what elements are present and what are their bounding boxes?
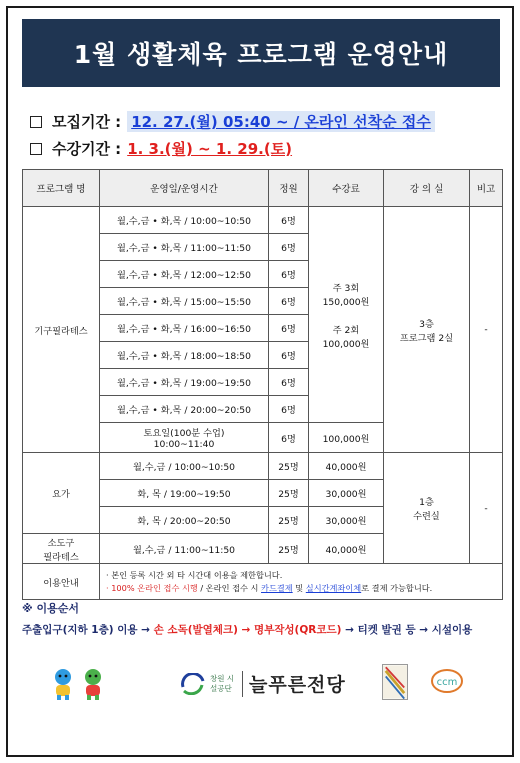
recruit-period	[30, 111, 435, 132]
time-cell: 월,수,금 • 화,목 / 20:00~20:50	[100, 396, 269, 423]
time-cell: 월,수,금 • 화,목 / 18:00~18:50	[100, 342, 269, 369]
time-cell: 월,수,금 / 10:00~10:50	[100, 453, 269, 480]
org-logo	[180, 670, 346, 697]
room-name: 프로그램 2실	[399, 332, 454, 344]
time-cell: 월,수,금 • 화,목 / 19:00~19:50	[100, 369, 269, 396]
order-step-ticket: → 티켓 발권 등 → 시설이용	[341, 624, 473, 636]
program-name: 요가	[23, 453, 100, 534]
room-floor: 3층	[419, 318, 434, 330]
usage-order-steps	[22, 622, 472, 637]
certification-badge-icon	[382, 664, 408, 700]
time-cell: 월,수,금 • 화,목 / 12:00~12:50	[100, 261, 269, 288]
usage-order-title: ※ 이용순서	[22, 602, 80, 615]
fee-cell: 40,000원	[309, 453, 384, 480]
table-row	[23, 453, 503, 480]
mascot-icon	[82, 668, 104, 700]
time-cell: 화, 목 / 20:00~20:50	[100, 507, 269, 534]
recruit-label: 모집기간 :	[52, 113, 122, 131]
capacity-cell: 6명	[269, 261, 309, 288]
fee-cell: 40,000원	[309, 534, 384, 564]
course-period	[30, 138, 292, 159]
ccm-text: ccm	[436, 677, 458, 688]
usage-transfer: 실시간계좌이체	[305, 582, 362, 593]
recruit-value: 12. 27.(월) 05:40 ~ / 온라인 선착순 접수	[127, 111, 435, 132]
order-step-entrance: 주출입구(지하 1층) 이용 →	[22, 624, 154, 636]
time-cell: 월,수,금 / 11:00~11:50	[100, 534, 269, 564]
capacity-cell: 6명	[269, 423, 309, 453]
time-cell	[100, 423, 269, 453]
footer-logos	[22, 662, 502, 712]
program-name-line2: 필라테스	[43, 551, 79, 563]
capacity-cell: 6명	[269, 207, 309, 234]
time-cell: 월,수,금 • 화,목 / 15:00~15:50	[100, 288, 269, 315]
course-label: 수강기간 :	[52, 140, 122, 158]
fee-cell: 30,000원	[309, 480, 384, 507]
capacity-cell: 6명	[269, 342, 309, 369]
room-cell	[384, 453, 470, 564]
usage-text: 및	[292, 582, 306, 593]
capacity-cell: 25명	[269, 507, 309, 534]
fee-cell: 30,000원	[309, 507, 384, 534]
schedule-table	[22, 169, 503, 600]
mascot-icon	[52, 668, 74, 700]
capacity-cell: 6명	[269, 288, 309, 315]
header-cell: 수강료	[309, 170, 384, 207]
fee-cell: 100,000원	[309, 423, 384, 453]
fee-week2-price: 100,000원	[322, 338, 370, 350]
note-cell: -	[470, 207, 503, 453]
capacity-cell: 25명	[269, 534, 309, 564]
time-cell: 화, 목 / 19:00~19:50	[100, 480, 269, 507]
room-name: 수련실	[413, 511, 440, 522]
fee-week2: 주 2회	[332, 324, 360, 336]
saturday-label: 토요일(100분 수업)	[143, 428, 225, 439]
usage-text: / 온라인 접수 시	[197, 582, 262, 593]
org-name: 늘푸른전당	[249, 674, 346, 696]
usage-line2	[106, 582, 496, 595]
program-name	[23, 534, 100, 564]
room-cell	[384, 207, 470, 453]
time-cell: 월,수,금 • 화,목 / 10:00~10:50	[100, 207, 269, 234]
checkbox-icon	[30, 116, 42, 128]
org-emblem-icon	[180, 673, 206, 695]
usage-label: 이용안내	[23, 564, 100, 600]
table-row	[23, 207, 503, 234]
room-floor: 1층	[419, 497, 434, 508]
usage-notes	[100, 564, 503, 600]
usage-online-only: · 100% 온라인 접수 시행	[106, 582, 198, 593]
fee-week3-price: 150,000원	[322, 296, 370, 308]
usage-card: 카드결제	[261, 582, 293, 593]
order-step-check: 손 소독(발열체크) → 명부작성(QR코드)	[153, 624, 342, 636]
capacity-cell: 6명	[269, 369, 309, 396]
capacity-cell: 6명	[269, 234, 309, 261]
note-cell: -	[470, 453, 503, 564]
page-title: 1월 생활체육 프로그램 운영안내	[22, 19, 500, 87]
capacity-cell: 6명	[269, 315, 309, 342]
header-cell: 정원	[269, 170, 309, 207]
table-header-row	[23, 170, 503, 207]
capacity-cell: 6명	[269, 396, 309, 423]
checkbox-icon	[30, 143, 42, 155]
time-cell: 월,수,금 • 화,목 / 11:00~11:50	[100, 234, 269, 261]
capacity-cell: 25명	[269, 453, 309, 480]
org-divider	[242, 671, 243, 697]
program-name-line1: 소도구	[47, 537, 75, 549]
time-cell: 월,수,금 • 화,목 / 16:00~16:50	[100, 315, 269, 342]
header-cell: 운영일/운영시간	[100, 170, 269, 207]
ccm-logo-icon	[430, 668, 464, 698]
course-value: 1. 3.(월) ~ 1. 29.(토)	[127, 140, 293, 158]
fee-cell	[309, 207, 384, 423]
saturday-time: 10:00~11:40	[153, 439, 215, 450]
header-cell: 비고	[470, 170, 503, 207]
program-name: 기구필라테스	[23, 207, 100, 453]
header-cell: 프로그램 명	[23, 170, 100, 207]
org-small-name: 창원 시설공단	[210, 673, 235, 693]
fee-week3: 주 3회	[332, 282, 360, 294]
header-cell: 강 의 실	[384, 170, 470, 207]
capacity-cell: 25명	[269, 480, 309, 507]
usage-text: 로 결제 가능합니다.	[361, 582, 433, 593]
usage-row	[23, 564, 503, 600]
usage-line1: · 본인 등록 시간 외 타 시간대 이용을 제한합니다.	[106, 569, 283, 580]
